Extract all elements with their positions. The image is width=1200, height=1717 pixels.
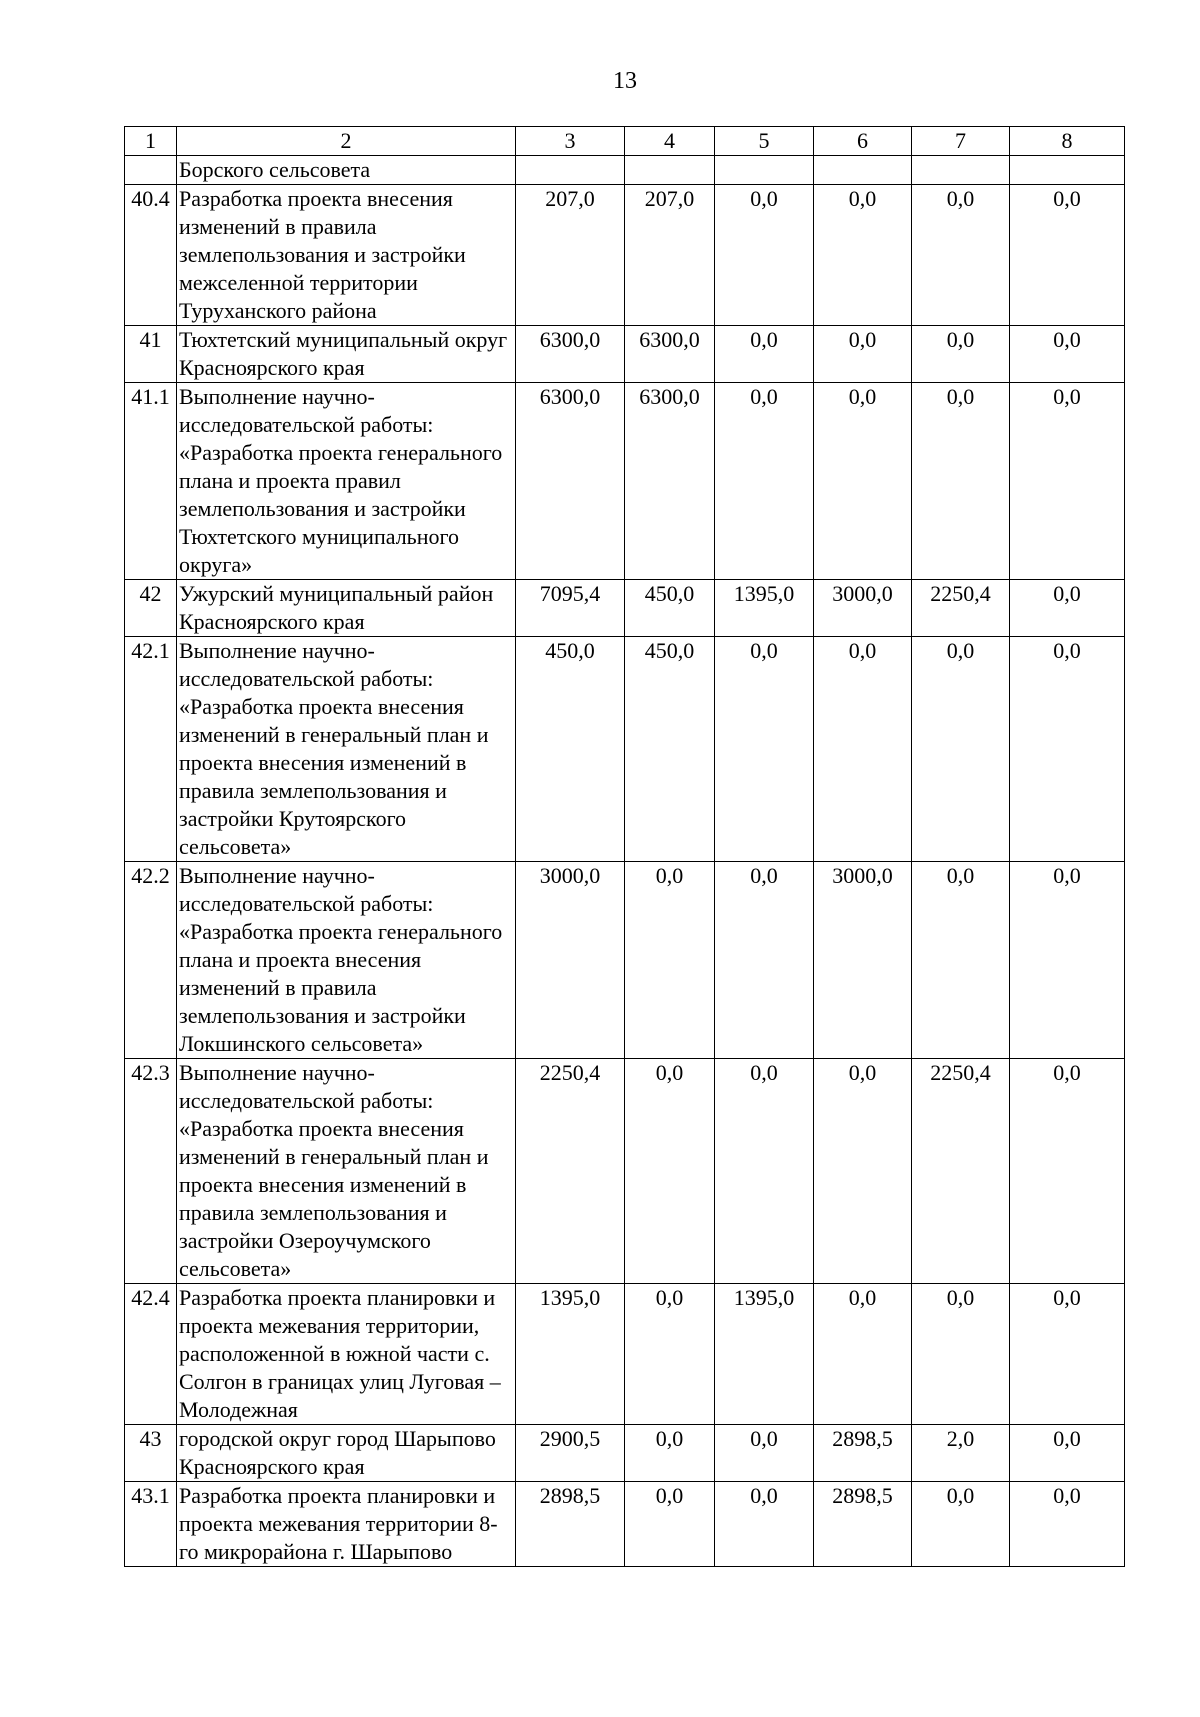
column-header: 6 <box>814 127 912 156</box>
table-row <box>125 637 1125 862</box>
row-description: Разработка проекта внесения изменений в правила землепользования и застройки межселенной территории Туруханского района <box>177 185 516 326</box>
column-header: 3 <box>516 127 625 156</box>
value-cell: 0,0 <box>625 862 715 1059</box>
value-cell: 2250,4 <box>912 580 1010 637</box>
value-cell: 6300,0 <box>516 326 625 383</box>
row-description: Выполнение научно-исследовательской работы: «Разработка проекта внесения изменений в генеральный план и проекта внесения изменений в правила землепользования и застройки Крутоярского сельсовета» <box>177 637 516 862</box>
row-description: Разработка проекта планировки и проекта межевания территории, расположенной в южной части с. Солгон в границах улиц Луговая – Молодежная <box>177 1284 516 1425</box>
value-cell: 0,0 <box>814 1059 912 1284</box>
row-number: 42.3 <box>125 1059 177 1284</box>
value-cell: 0,0 <box>715 637 814 862</box>
value-cell: 2900,5 <box>516 1425 625 1482</box>
table-row <box>125 1482 1125 1567</box>
value-cell: 7095,4 <box>516 580 625 637</box>
value-cell: 0,0 <box>715 1482 814 1567</box>
table-row <box>125 1425 1125 1482</box>
value-cell: 1395,0 <box>715 1284 814 1425</box>
page-number: 13 <box>613 68 637 94</box>
row-description: Выполнение научно-исследовательской работы: «Разработка проекта внесения изменений в генеральный план и проекта внесения изменений в правила землепользования и застройки Озероучумского сельсовета» <box>177 1059 516 1284</box>
row-number: 41.1 <box>125 383 177 580</box>
value-cell: 0,0 <box>1010 580 1125 637</box>
table-row <box>125 185 1125 326</box>
value-cell: 2250,4 <box>516 1059 625 1284</box>
column-header: 8 <box>1010 127 1125 156</box>
value-cell: 0,0 <box>715 383 814 580</box>
row-description: Тюхтетский муниципальный округ Красноярского края <box>177 326 516 383</box>
value-cell: 0,0 <box>715 1059 814 1284</box>
column-header: 7 <box>912 127 1010 156</box>
value-cell: 0,0 <box>715 185 814 326</box>
value-cell: 0,0 <box>814 185 912 326</box>
table-row <box>125 862 1125 1059</box>
value-cell: 0,0 <box>1010 1482 1125 1567</box>
value-cell: 0,0 <box>1010 1284 1125 1425</box>
value-cell: 0,0 <box>912 637 1010 862</box>
row-number: 42 <box>125 580 177 637</box>
header-row <box>125 127 1125 156</box>
value-cell: 207,0 <box>516 185 625 326</box>
table-row <box>125 383 1125 580</box>
value-cell: 450,0 <box>625 580 715 637</box>
value-cell: 6300,0 <box>625 326 715 383</box>
column-header: 5 <box>715 127 814 156</box>
table-row <box>125 156 1125 185</box>
value-cell: 6300,0 <box>625 383 715 580</box>
value-cell: 0,0 <box>715 1425 814 1482</box>
row-description: Ужурский муниципальный район Красноярского края <box>177 580 516 637</box>
value-cell: 0,0 <box>814 1284 912 1425</box>
value-cell: 0,0 <box>1010 862 1125 1059</box>
value-cell: 0,0 <box>814 637 912 862</box>
value-cell: 450,0 <box>625 637 715 862</box>
row-description: Борского сельсовета <box>177 156 516 185</box>
table-row <box>125 326 1125 383</box>
value-cell: 0,0 <box>715 862 814 1059</box>
row-number: 42.4 <box>125 1284 177 1425</box>
value-cell: 3000,0 <box>516 862 625 1059</box>
value-cell: 6300,0 <box>516 383 625 580</box>
row-number: 40.4 <box>125 185 177 326</box>
value-cell: 0,0 <box>715 326 814 383</box>
budget-table <box>124 126 1125 1567</box>
value-cell: 3000,0 <box>814 862 912 1059</box>
value-cell: 0,0 <box>912 185 1010 326</box>
value-cell: 0,0 <box>625 1425 715 1482</box>
row-description: Выполнение научно-исследовательской работы: «Разработка проекта генерального плана и проекта внесения изменений в правила землепользования и застройки Локшинского сельсовета» <box>177 862 516 1059</box>
column-header: 4 <box>625 127 715 156</box>
table-row <box>125 1284 1125 1425</box>
value-cell: 0,0 <box>1010 326 1125 383</box>
table-row <box>125 1059 1125 1284</box>
value-cell: 0,0 <box>625 1059 715 1284</box>
column-header: 2 <box>177 127 516 156</box>
value-cell <box>715 156 814 185</box>
value-cell: 450,0 <box>516 637 625 862</box>
value-cell: 0,0 <box>814 326 912 383</box>
value-cell <box>516 156 625 185</box>
row-number: 43.1 <box>125 1482 177 1567</box>
row-description: городской округ город Шарыпово Красноярского края <box>177 1425 516 1482</box>
row-number <box>125 156 177 185</box>
value-cell: 2898,5 <box>814 1425 912 1482</box>
value-cell: 0,0 <box>912 862 1010 1059</box>
row-number: 42.2 <box>125 862 177 1059</box>
value-cell: 2898,5 <box>814 1482 912 1567</box>
value-cell: 0,0 <box>912 1284 1010 1425</box>
value-cell: 2898,5 <box>516 1482 625 1567</box>
value-cell: 0,0 <box>912 1482 1010 1567</box>
row-number: 41 <box>125 326 177 383</box>
value-cell: 0,0 <box>1010 383 1125 580</box>
value-cell: 0,0 <box>814 383 912 580</box>
value-cell: 2250,4 <box>912 1059 1010 1284</box>
value-cell: 0,0 <box>1010 185 1125 326</box>
row-number: 43 <box>125 1425 177 1482</box>
value-cell: 0,0 <box>912 383 1010 580</box>
value-cell <box>1010 156 1125 185</box>
value-cell: 0,0 <box>1010 1425 1125 1482</box>
row-description: Выполнение научно-исследовательской работы: «Разработка проекта генерального плана и проекта правил землепользования и застройки Тюхтетского муниципального округа» <box>177 383 516 580</box>
value-cell: 0,0 <box>1010 637 1125 862</box>
value-cell <box>814 156 912 185</box>
value-cell: 1395,0 <box>516 1284 625 1425</box>
value-cell: 1395,0 <box>715 580 814 637</box>
value-cell: 2,0 <box>912 1425 1010 1482</box>
row-description: Разработка проекта планировки и проекта межевания территории 8-го микрорайона г. Шарыпово <box>177 1482 516 1567</box>
value-cell: 0,0 <box>912 326 1010 383</box>
value-cell: 0,0 <box>625 1482 715 1567</box>
row-number: 42.1 <box>125 637 177 862</box>
value-cell <box>912 156 1010 185</box>
value-cell: 3000,0 <box>814 580 912 637</box>
value-cell: 0,0 <box>625 1284 715 1425</box>
column-header: 1 <box>125 127 177 156</box>
value-cell <box>625 156 715 185</box>
table-row <box>125 580 1125 637</box>
value-cell: 0,0 <box>1010 1059 1125 1284</box>
value-cell: 207,0 <box>625 185 715 326</box>
